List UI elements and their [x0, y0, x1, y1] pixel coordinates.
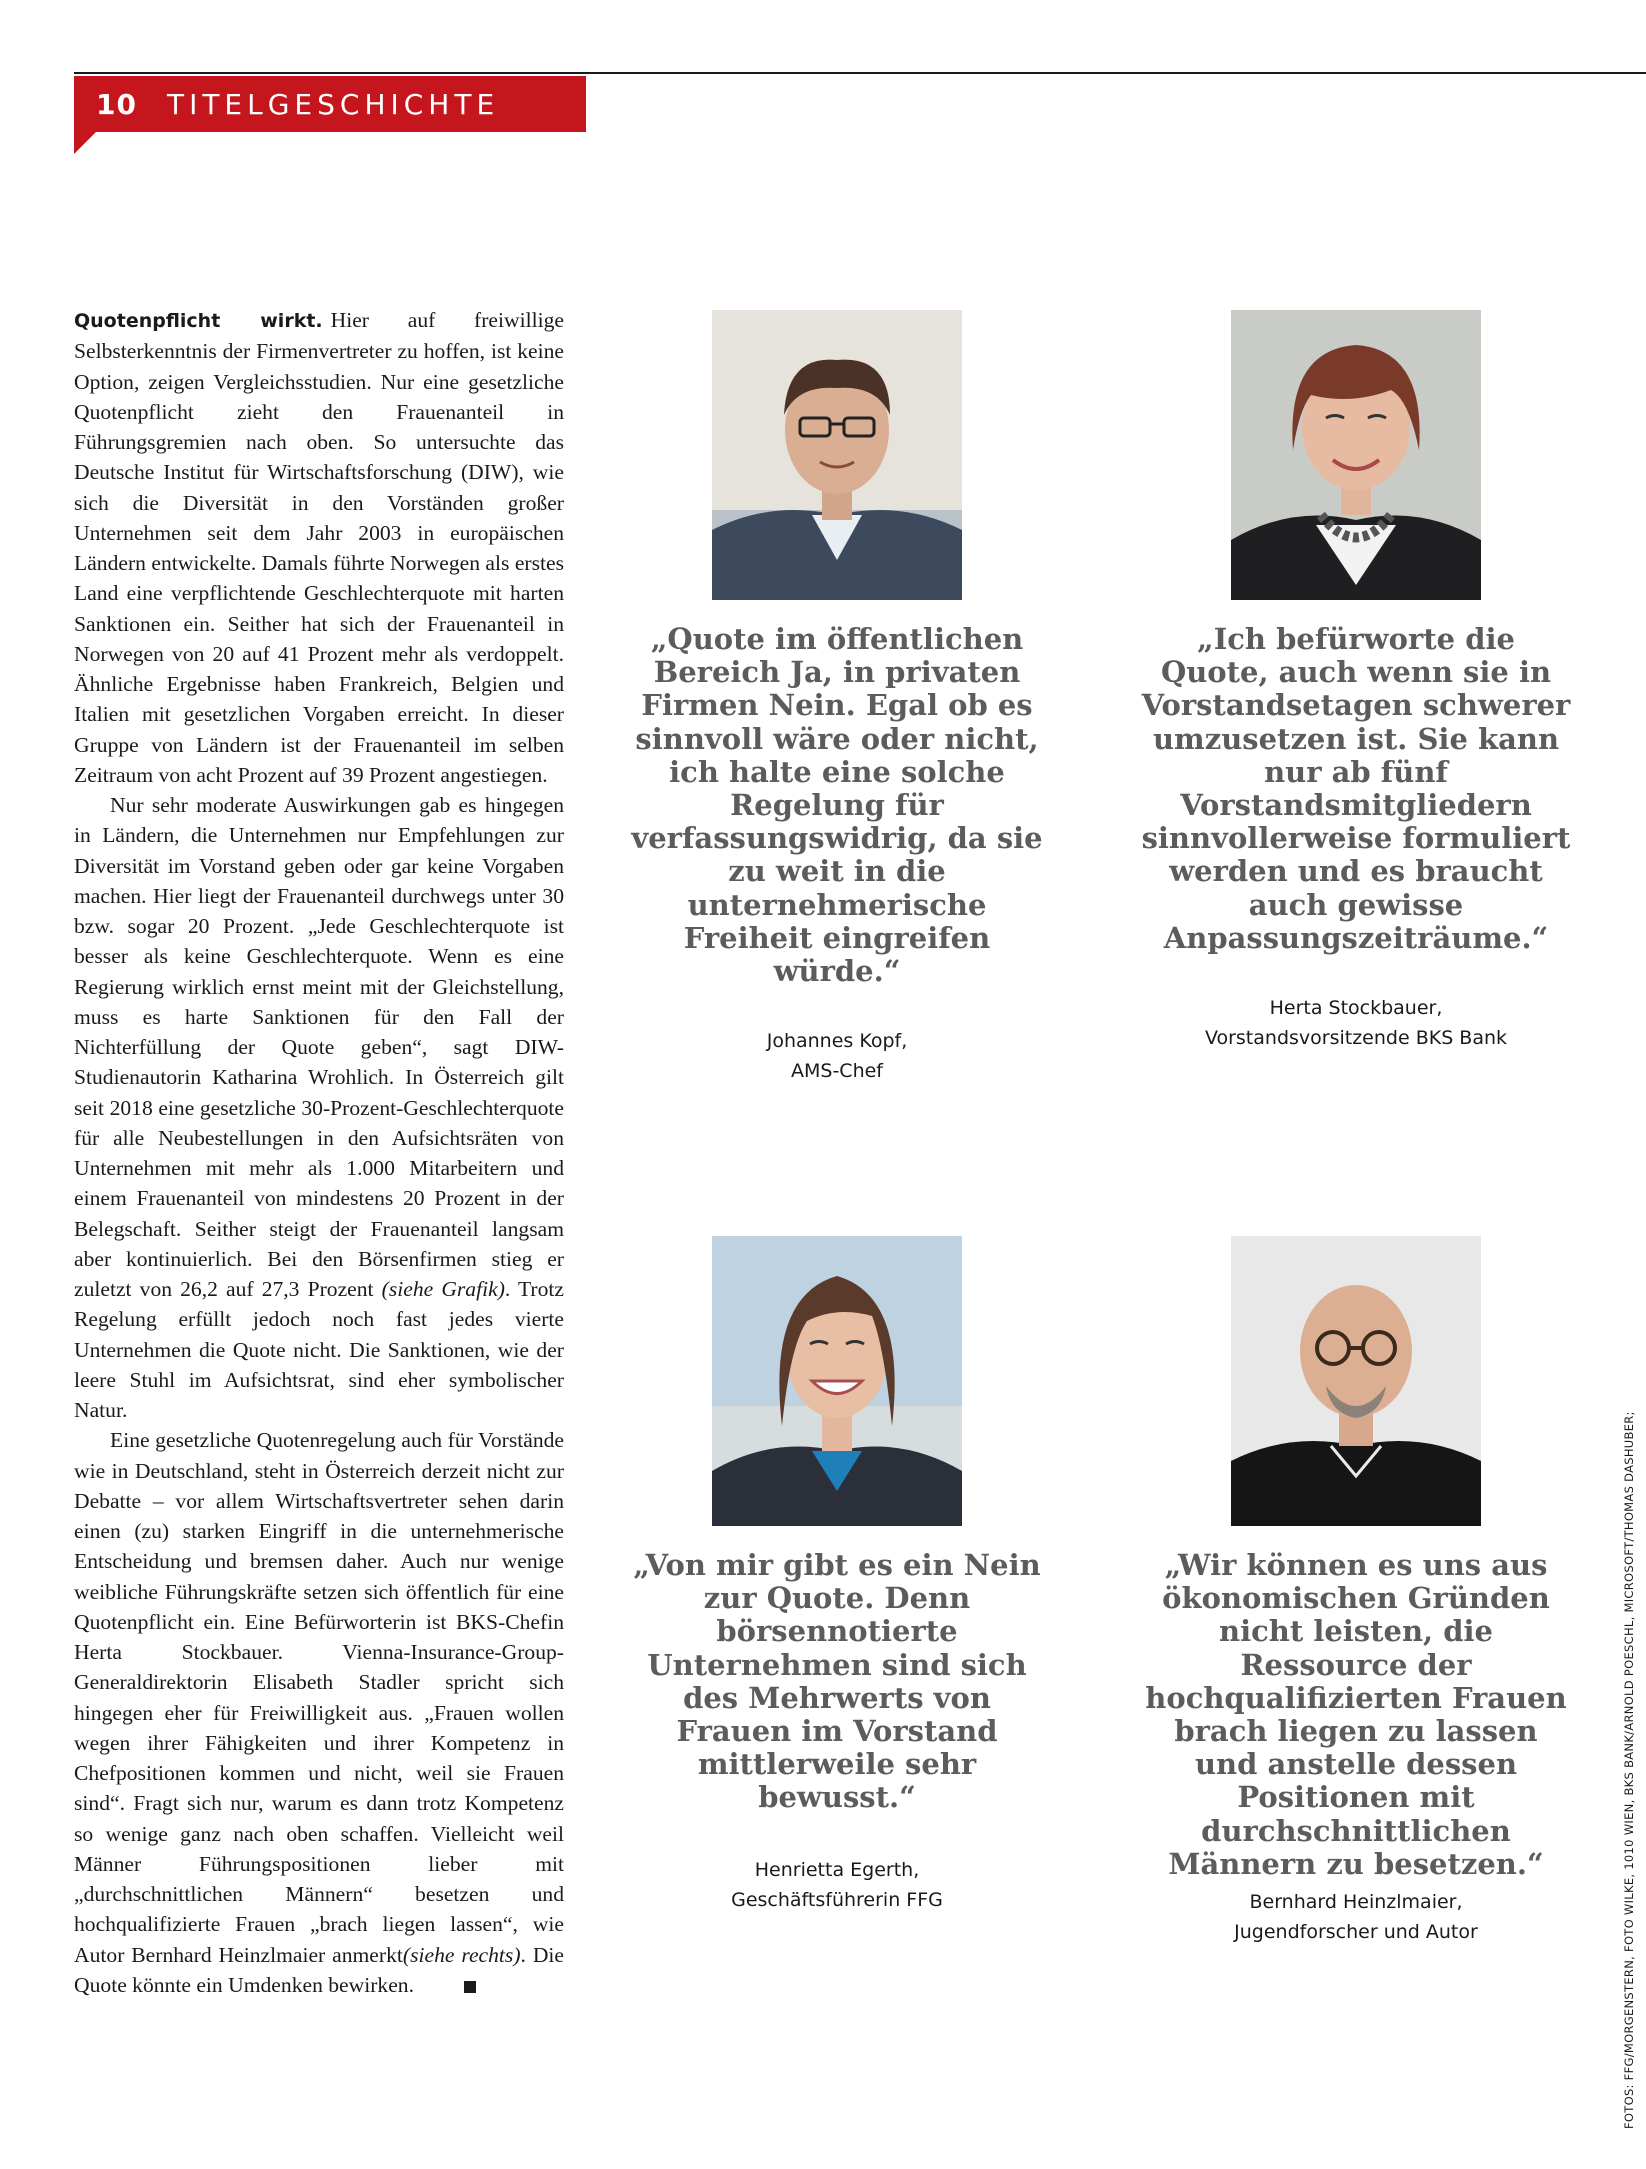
article-text: . Trotz Regelung erfüllt jedoch noch fast jedes vierte Unternehmen die Quote nicht. Die Sanktionen, wie der leere Stuhl im Aufsichtsrat, sind eher symbolischer Natur. [74, 1277, 564, 1422]
article-text: Hier auf freiwillige Selbsterkenntnis der Firmenvertreter zu hoffen, ist keine Option, zeigen Vergleichsstudien. Nur eine gesetzliche Quotenpflicht zieht den Frauenanteil in Führungsgremien nach oben. So untersuchte das Deutsche Institut für Wirtschaftsforschung (DIW), wie sich die Diversität in den Vorständen großer Unternehmen seit dem Jahr 2003 in europäischen Ländern entwickelte. Damals führte Norwegen als erstes Land eine verpflichtende Geschlechterquote mit harten Sanktionen ein. Seither hat sich der Frauenanteil in Norwegen von 20 auf 41 Prozent mehr als verdoppelt. Ähnliche Ergebnisse haben Frankreich, Belgien und Italien mit gesetzlichen Vorgaben erreicht. In dieser Gruppe von Ländern ist der Frauenanteil im selben Zeitraum von acht Prozent auf 39 Prozent angestiegen. [74, 308, 564, 787]
speaker-role: Jugendforscher und Autor [1234, 1921, 1478, 1943]
page-number: 10 [96, 87, 137, 121]
portrait-johannes-kopf [712, 310, 962, 600]
article-paragraph [74, 790, 564, 1425]
speaker-name: Johannes Kopf, [766, 1030, 908, 1052]
article-text: . Die Quote könnte ein Umdenken bewirken. [74, 1942, 564, 1997]
quote-text: „Wir können es uns aus ökonomischen Gründen nicht leisten, die Ressource der hochqualifizierten Frauen brach liegen zu lassen und anstelle dessen Positionen mit durchschnittlichen Männern zu besetzen.“ [1145, 1548, 1567, 1881]
header-fold-corner [74, 132, 96, 154]
cross-reference: (siehe rechts) [402, 1942, 521, 1967]
speaker-role: AMS-Chef [791, 1060, 883, 1082]
article-paragraph [74, 305, 564, 790]
photo-credit: FOTOS: FFG/MORGENSTERN, FOTO WILKE, 1010 WIEN, BKS BANK/ARNOLD POESCHL, MICROSOFT/THOMAS DASHUBER; [1622, 1411, 1636, 2129]
article-text: Eine gesetzliche Quotenregelung auch für Vorstände wie in Deutschland, steht in Österreich derzeit nicht zur Debatte – vor allem Wirtschaftsvertreter sehen darin einen (zu) starken Eingriff in die unternehmerische Entscheidung und bremsen daher. Auch nur wenige weibliche Führungskräfte setzen sich öffentlich für eine Quotenpflicht ein. Eine Befürworterin ist BKS-Chefin Herta Stockbauer. Vienna-Insurance-Group-Generaldirektorin Elisabeth Stadler spricht sich hingegen eher für Freiwilligkeit aus. „Frauen wollen wegen ihrer Fähigkeiten und ihrer Kompetenz in Chefpositionen kommen und nicht, weil sie Frauen sind“. Fragt sich nur, warum es dann trotz Kompetenz so wenige ganz nach oben schaffen. Vielleicht weil Männer Führungspositionen lieber mit „durchschnittlichen Männern“ besetzen und hochqualifizierte Frauen „brach liegen lassen“, wie Autor Bernhard Heinzlmaier anmerkt [74, 1428, 564, 1967]
speaker-name: Henrietta Egerth, [754, 1859, 920, 1881]
end-of-article-mark [464, 1981, 476, 1993]
speaker-role: Vorstandsvorsitzende BKS Bank [1204, 1027, 1508, 1049]
top-rule [74, 72, 1646, 74]
chart-reference: (siehe Grafik) [381, 1277, 505, 1301]
quote-attribution [622, 1855, 1052, 1915]
quote-attribution [1141, 993, 1571, 1053]
speaker-role: Geschäftsführerin FFG [731, 1889, 943, 1911]
portrait-bernhard-heinzlmaier [1231, 1236, 1481, 1526]
quote-attribution [1141, 1887, 1571, 1947]
article-body [74, 305, 564, 2000]
section-header [74, 76, 586, 132]
quote-text: „Von mir gibt es ein Nein zur Quote. Denn börsennotierte Unternehmen sind sich des Mehrwerts von Frauen im Vorstand mittlerweile sehr bewusst.“ [633, 1548, 1041, 1815]
section-title: TITELGESCHICHTE [166, 87, 500, 121]
speaker-name: Herta Stockbauer, [1269, 997, 1443, 1019]
portrait-photo [1231, 310, 1481, 600]
article-paragraph [74, 1425, 564, 2000]
portrait-photo [712, 310, 962, 600]
portrait-photo [712, 1236, 962, 1526]
quote-text: „Ich befürworte die Quote, auch wenn sie in Vorstandsetagen schwerer umzusetzen ist. Sie kann nur ab fünf Vorstandsmitgliedern sinnvollerweise formuliert werden und es braucht auch gewisse Anpassungszeiträume.“ [1141, 622, 1571, 955]
portrait-henrietta-egerth [712, 1236, 962, 1526]
speaker-name: Bernhard Heinzlmaier, [1249, 1891, 1463, 1913]
portrait-herta-stockbauer [1231, 310, 1481, 600]
article-lead: Quotenpflicht wirkt. [74, 310, 323, 332]
portrait-photo [1231, 1236, 1481, 1526]
quote-text: „Quote im öffentlichen Bereich Ja, in privaten Firmen Nein. Egal ob es sinnvoll wäre oder nicht, ich halte eine solche Regelung für verfassungswidrig, da sie zu weit in die unternehmerische Freiheit eingreifen würde.“ [631, 622, 1043, 989]
article-text: Nur sehr moderate Auswirkungen gab es hingegen in Ländern, die Unternehmen nur Empfehlungen zur Diversität im Vorstand geben oder gar keine Vorgaben machen. Hier liegt der Frauenanteil durchwegs unter 30 bzw. sogar 20 Prozent. „Jede Geschlechterquote ist besser als keine Geschlechterquote. Wenn es eine Regierung wirklich ernst meint mit der Gleichstellung, muss es harte Sanktionen für den Fall der Nichterfüllung der Quote geben“, sagt DIW-Studienautorin Katharina Wrohlich. In Österreich gilt seit 2018 eine gesetzliche 30-Prozent-Geschlechterquote für alle Neubestellungen in den Aufsichtsräten von Unternehmen mit mehr als 1.000 Mitarbeitern und einem Frauenanteil von mindestens 20 Prozent in der Belegschaft. Seither steigt der Frauenanteil langsam aber kontinuierlich. Bei den Börsenfirmen stieg er zuletzt von 26,2 auf 27,3 Prozent [74, 793, 564, 1301]
quote-attribution [622, 1026, 1052, 1086]
